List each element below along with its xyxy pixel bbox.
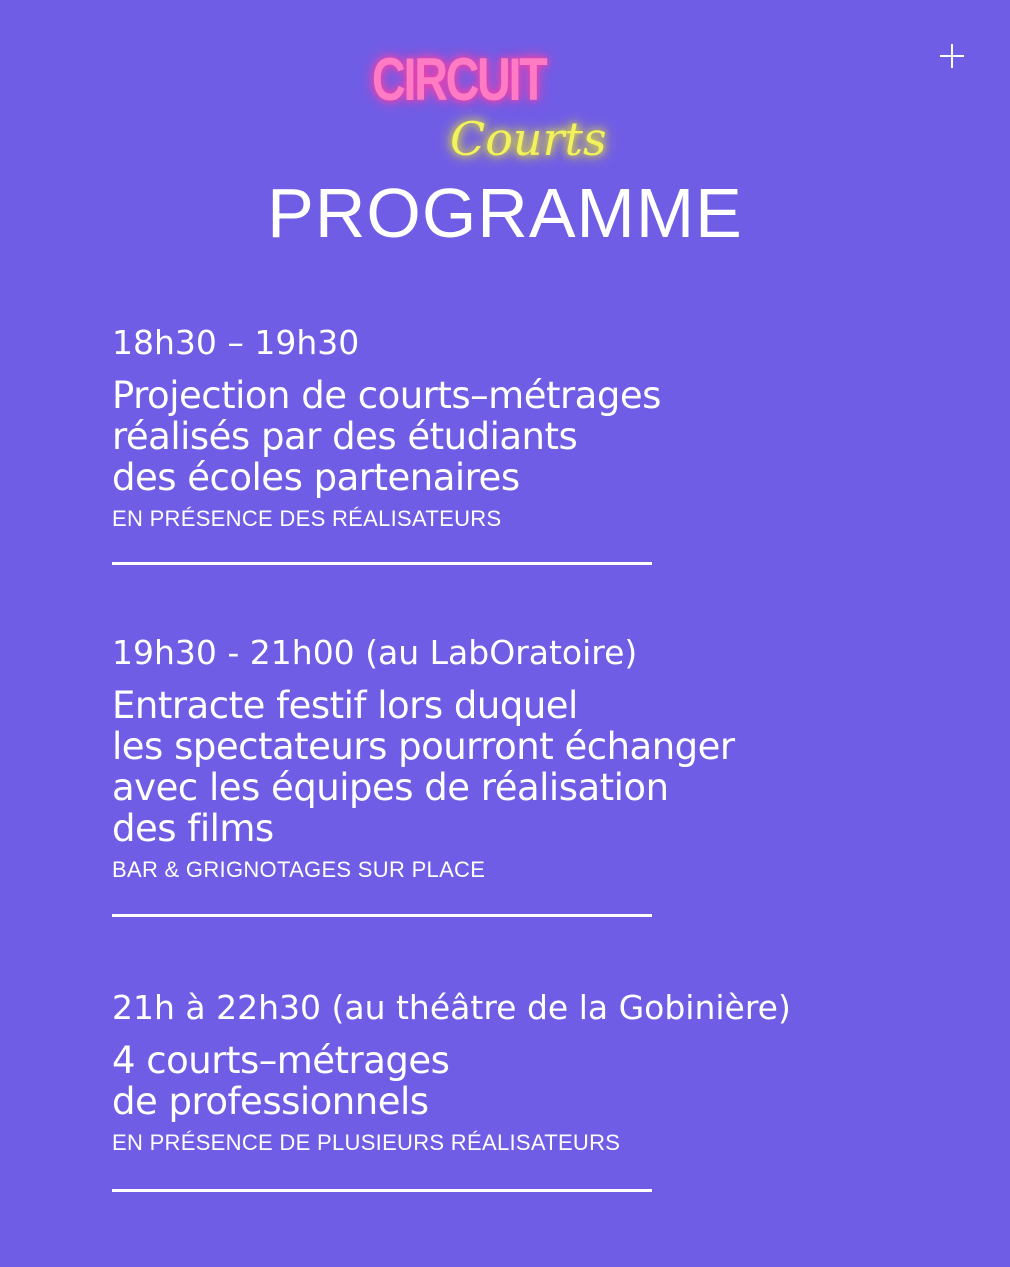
logo-courts-text: Courts [450,112,607,166]
divider [112,914,652,917]
divider [112,1189,652,1192]
program-section-1 [112,323,972,532]
section-time: 19h30 - 21h00 (au LabOratoire) [112,633,638,672]
section-description: Entracte festif lors duquel les spectateurs pourront échanger avec les équipes de réalisation des films [112,684,735,850]
program-section-3 [112,988,972,1156]
plus-icon [940,44,964,68]
section-description: 4 courts–métrages de professionnels [112,1039,450,1123]
logo-circuit-text: CIRCUIT [372,46,546,113]
program-section-2 [112,633,972,883]
section-description: Projection de courts–métrages réalisés par des étudiants des écoles partenaires [112,374,661,499]
section-note: BAR & GRIGNOTAGES SUR PLACE [112,857,486,882]
section-time: 21h à 22h30 (au théâtre de la Gobinière) [112,988,791,1027]
circuit-courts-logo [370,46,660,168]
section-time: 18h30 – 19h30 [112,323,360,362]
section-note: EN PRÉSENCE DE PLUSIEURS RÉALISATEURS [112,1130,621,1155]
divider [112,562,652,565]
page-title: PROGRAMME [267,174,743,252]
section-note: EN PRÉSENCE DES RÉALISATEURS [112,506,502,531]
